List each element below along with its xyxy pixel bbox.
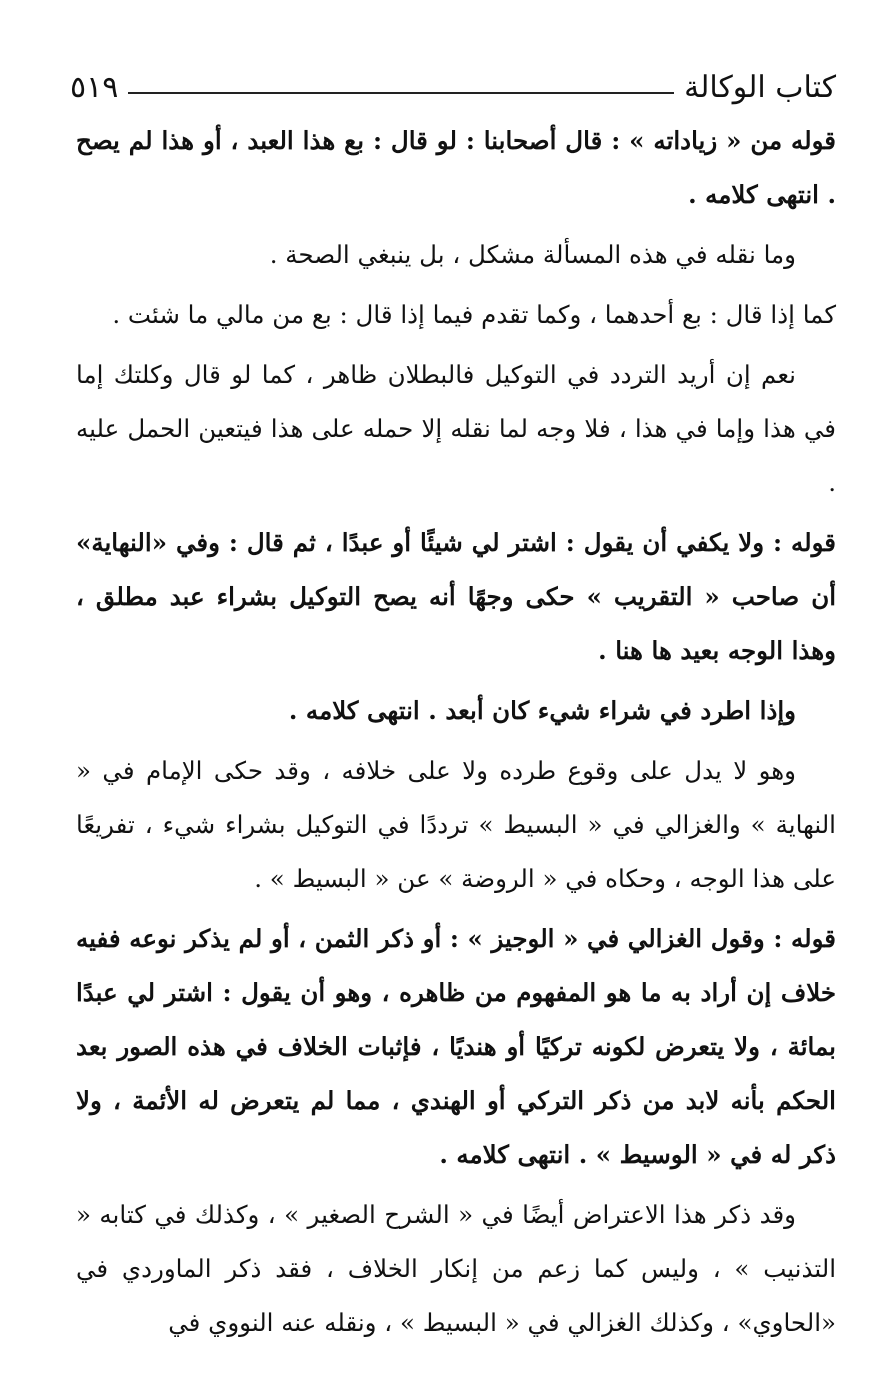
paragraph-5: قوله : ولا يكفي أن يقول : اشتر لي شيئًا أو عبدًا ، ثم قال : وفي «النهاية» أن صاحب « التقريب » حكى وجهًا أنه يصح التوكيل بشراء عبد مطلق ، وهذا الوجه بعيد ها هنا . xyxy=(76,528,836,665)
header-rule xyxy=(128,92,674,94)
chapter-title: كتاب الوكالة xyxy=(684,70,836,105)
running-header xyxy=(70,58,836,106)
paragraph-3: كما إذا قال : بع أحدهما ، وكما تقدم فيما إذا قال : بع من مالي ما شئت . xyxy=(112,300,836,329)
paragraph-8: قوله : وقول الغزالي في « الوجيز » : أو ذكر الثمن ، أو لم يذكر نوعه ففيه خلاف إن أراد به ما هو المفهوم من ظاهره ، وهو أن يقول : اشتر لي عبدًا بمائة ، ولا يتعرض لكونه تركيًا أو هنديًا ، فإثبات الخلاف في هذه الصور بعد الحكم بأنه لابد من ذكر التركي أو الهندي ، مما لم يتعرض له الأئمة ، ولا ذكر له في « الوسيط » . انتهى كلامه . xyxy=(76,924,836,1169)
page-body xyxy=(76,114,836,1356)
page-number: ٥١٩ xyxy=(70,70,119,105)
paragraph-7: وهو لا يدل على وقوع طرده ولا على خلافه ، وقد حكى الإمام في « النهاية » والغزالي في « البسيط » ترددًا في التوكيل بشراء شيء ، تفريعًا على هذا الوجه ، وحكاه في « الروضة » عن « البسيط » . xyxy=(76,756,836,893)
paragraph-1: قوله من « زياداته » : قال أصحابنا : لو قال : بع هذا العبد ، أو هذا لم يصح . انتهى كلامه . xyxy=(76,126,836,209)
paragraph-9: وقد ذكر هذا الاعتراض أيضًا في « الشرح الصغير » ، وكذلك في كتابه « التذنيب » ، وليس كما زعم من إنكار الخلاف ، فقد ذكر الماوردي في «الحاوي» ، وكذلك الغزالي في « البسيط » ، ونقله عنه النووي في xyxy=(76,1200,836,1337)
paragraph-2: وما نقله في هذه المسألة مشكل ، بل ينبغي الصحة . xyxy=(269,240,796,269)
paragraph-4: نعم إن أريد التردد في التوكيل فالبطلان ظاهر ، كما لو قال وكلتك إما في هذا وإما في هذا ، فلا وجه لما نقله إلا حمله على هذا فيتعين الحمل عليه . xyxy=(76,360,836,497)
paragraph-6: وإذا اطرد في شراء شيء كان أبعد . انتهى كلامه . xyxy=(288,696,796,725)
